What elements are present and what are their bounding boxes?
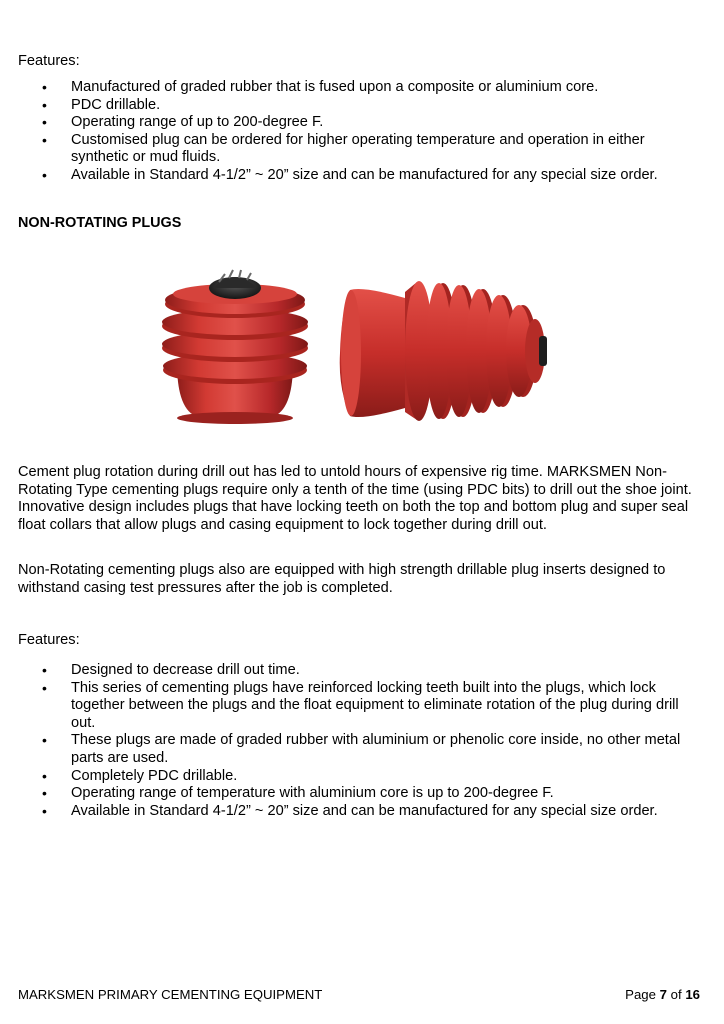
plug-upright-icon	[162, 270, 308, 424]
product-image	[155, 268, 555, 430]
feature-item: • Operating range of temperature with aluminium core is up to 200-degree F.	[18, 785, 698, 803]
feature-item: • Completely PDC drillable.	[18, 768, 698, 786]
page-total: 16	[685, 987, 700, 1002]
feature-item: • These plugs are made of graded rubber with aluminium or phenolic core inside, no other metal parts are used.	[18, 732, 698, 767]
feature-item: • PDC drillable.	[18, 97, 698, 115]
footer-title: MARKSMEN PRIMARY CEMENTING EQUIPMENT	[18, 987, 323, 1002]
body-paragraph-2: Non-Rotating cementing plugs also are equipped with high strength drillable plug inserts designed to withstand casing test pressures after the job is completed.	[18, 562, 666, 596]
plug-side-icon	[340, 281, 547, 421]
feature-item: • Designed to decrease drill out time.	[18, 662, 698, 680]
body-paragraph-1: Cement plug rotation during drill out has led to untold hours of expensive rig time. MARKSMEN Non-Rotating Type cementing plugs require only a tenth of the time (using PDC bits) to drill out the shoe joint. Innovative design includes plugs that have locking teeth on both the top and bottom plug and super seal float collars that allow plugs and casing equipment to lock together during drill out.	[18, 464, 692, 533]
page-prefix: Page	[625, 987, 656, 1002]
features-label-1: Features:	[18, 53, 80, 69]
feature-item: • This series of cementing plugs have reinforced locking teeth built into the plugs, which lock together between the plugs and the float equipment to eliminate rotation of the plug during drill out.	[18, 680, 698, 733]
page-footer	[18, 986, 700, 1004]
feature-item: • Manufactured of graded rubber that is fused upon a composite or aluminium core.	[18, 79, 698, 97]
section-heading: NON-ROTATING PLUGS	[18, 215, 182, 231]
page-current: 7	[659, 987, 667, 1002]
feature-item: • Operating range of up to 200-degree F.	[18, 114, 698, 132]
features-list-2	[18, 662, 698, 820]
feature-item: • Customised plug can be ordered for higher operating temperature and operation in either synthetic or mud fluids.	[18, 132, 698, 167]
feature-item: • Available in Standard 4-1/2” ~ 20” size and can be manufactured for any special size order.	[18, 167, 698, 185]
features-label-2: Features:	[18, 632, 80, 648]
feature-item: • Available in Standard 4-1/2” ~ 20” size and can be manufactured for any special size order.	[18, 803, 698, 821]
page-number	[625, 986, 700, 1004]
features-list-1	[18, 79, 698, 185]
page-of: of	[670, 987, 682, 1002]
